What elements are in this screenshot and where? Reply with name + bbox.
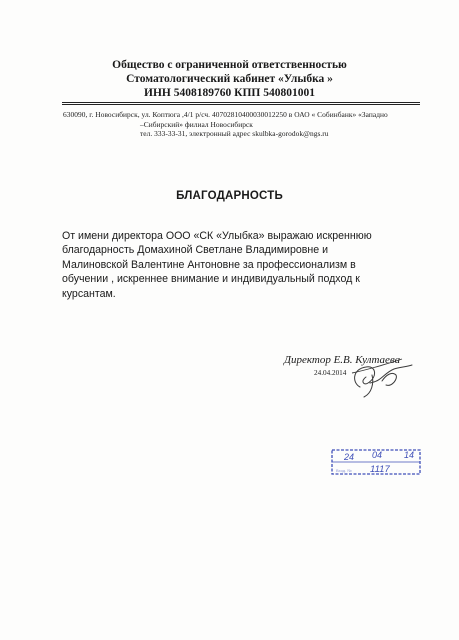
stamp-year: 14 [404, 450, 415, 460]
address-line-3: тел. 333-33-31, электронный адрес skulbka-gorodok@ngs.ru [140, 129, 329, 138]
registration-stamp [330, 448, 424, 478]
body-line: благодарность Домахиной Светлане Владимировне и [62, 244, 328, 257]
letter-body [62, 229, 432, 301]
stamp-day: 24 [344, 452, 355, 462]
org-name-line: Общество с ограниченной ответственностью [112, 59, 347, 71]
body-line: обучении , искреннее внимание и индивидуальный подход к [62, 273, 360, 286]
director-signature-label: Директор Е.В. Култаева [284, 354, 401, 366]
org-tax-ids: ИНН 5408189760 КПП 540801001 [144, 87, 315, 99]
address-line-1: 630090, г. Новосибирск, ул. Коптюга ,4/1 р/сч. 40702810400030012250 в ОАО « Собинбанк» «Западно [63, 110, 388, 119]
signature-date: 24.04.2014 [314, 369, 347, 377]
org-clinic-name: Стоматологический кабинет «Улыбка » [126, 73, 333, 85]
body-line: курсантам. [62, 287, 116, 300]
stamp-print: Вход. № [336, 468, 352, 473]
address-line-2: –Сибирский» филиал Новосибирск [140, 119, 253, 129]
stamp-number: 1117 [370, 464, 390, 475]
header-double-rule [62, 102, 420, 105]
body-line: От имени директора ООО «СК «Улыбка» выражаю искреннюю [62, 230, 372, 242]
stamp-month: 04 [372, 450, 383, 460]
handwritten-signature-icon [322, 353, 422, 403]
body-line: Малиновской Валентине Антоновне за профессионализм в [62, 258, 356, 271]
document-title: БЛАГОДАРНОСТЬ [176, 190, 283, 202]
